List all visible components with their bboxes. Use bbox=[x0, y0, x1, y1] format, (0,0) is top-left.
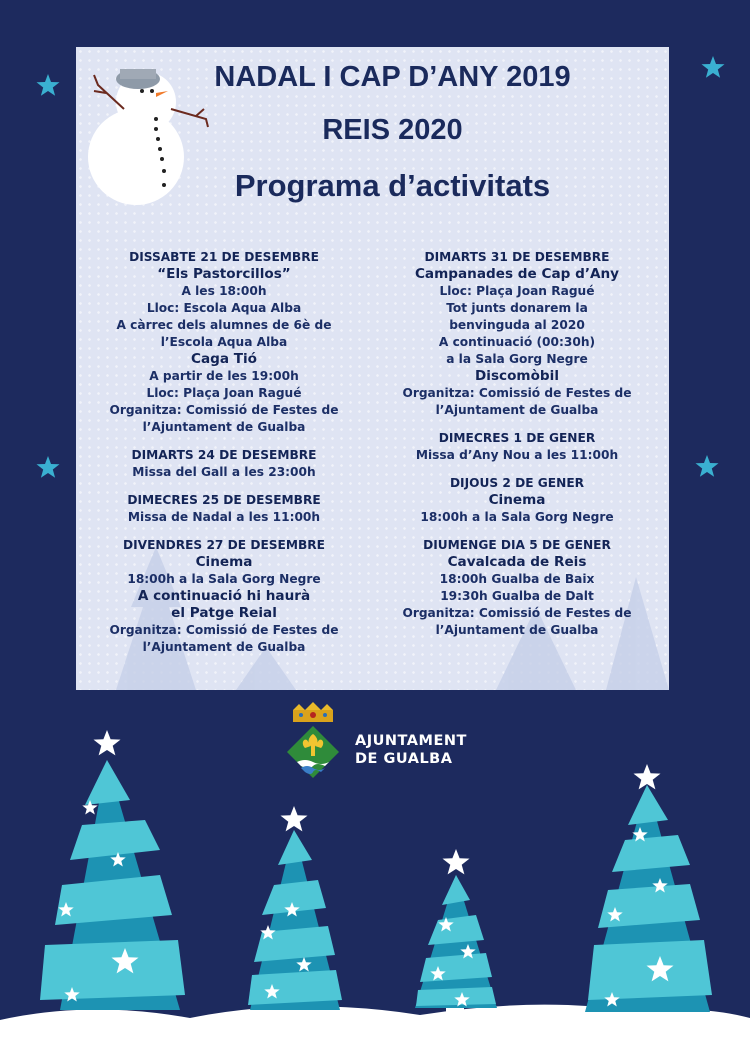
event-block bbox=[84, 447, 364, 481]
christmas-tree-icon bbox=[415, 849, 497, 1023]
event-title: Caga Tió bbox=[190, 351, 258, 367]
event-title: el Patge Reial bbox=[171, 605, 277, 621]
block-spacer bbox=[377, 419, 657, 430]
event-detail: l’Ajuntament de Gualba bbox=[142, 420, 306, 434]
event-detail: A les 18:00h bbox=[181, 284, 267, 298]
title-line-2: REIS 2020 bbox=[322, 114, 463, 146]
logo-line-2: DE GUALBA bbox=[355, 751, 453, 767]
event-detail: l’Ajuntament de Gualba bbox=[435, 623, 599, 637]
event-title: Cinema bbox=[195, 554, 253, 570]
event-block bbox=[377, 430, 657, 464]
christmas-tree-icon bbox=[585, 764, 712, 1028]
event-date: DIVENDRES 27 DE DESEMBRE bbox=[122, 538, 326, 552]
event-title: Campanades de Cap d’Any bbox=[414, 266, 620, 282]
event-detail: Organitza: Comissió de Festes de bbox=[402, 606, 632, 620]
right-column bbox=[377, 249, 657, 639]
block-spacer bbox=[84, 481, 364, 492]
block-spacer bbox=[84, 526, 364, 537]
star-icon bbox=[702, 56, 725, 78]
title-line-1: NADAL I CAP D’ANY 2019 bbox=[214, 61, 571, 93]
event-detail: Tot junts donarem la bbox=[446, 301, 588, 315]
star-icon bbox=[37, 74, 60, 96]
event-title: Cavalcada de Reis bbox=[447, 554, 587, 570]
program-panel bbox=[76, 47, 669, 690]
event-title: Discomòbil bbox=[475, 368, 559, 384]
block-spacer bbox=[377, 526, 657, 537]
event-date: DIMARTS 31 DE DESEMBRE bbox=[424, 250, 610, 264]
event-detail: l’Escola Aqua Alba bbox=[160, 335, 288, 349]
block-spacer bbox=[84, 436, 364, 447]
event-detail: Organitza: Comissió de Festes de bbox=[109, 403, 339, 417]
logo-line-1: AJUNTAMENT bbox=[355, 733, 467, 749]
event-title: A continuació hi haurà bbox=[137, 588, 311, 604]
christmas-tree-icon bbox=[40, 730, 185, 1030]
event-date: DIMECRES 25 DE DESEMBRE bbox=[127, 493, 321, 507]
star-icon bbox=[696, 455, 719, 477]
subtitle: Programa d’activitats bbox=[234, 168, 551, 203]
left-column bbox=[84, 249, 364, 656]
event-block bbox=[84, 249, 364, 436]
event-detail: Missa del Gall a les 23:00h bbox=[132, 465, 316, 479]
event-detail: A continuació (00:30h) bbox=[438, 335, 596, 349]
star-icon bbox=[37, 456, 60, 478]
event-detail: 19:30h Gualba de Dalt bbox=[440, 589, 594, 603]
event-detail: A partir de les 19:00h bbox=[149, 369, 299, 383]
event-detail: Lloc: Plaça Joan Ragué bbox=[146, 386, 302, 400]
event-date: DIMECRES 1 DE GENER bbox=[438, 431, 596, 445]
event-detail: 18:00h a la Sala Gorg Negre bbox=[127, 572, 321, 586]
event-detail: Lloc: Plaça Joan Ragué bbox=[439, 284, 595, 298]
event-detail: l’Ajuntament de Gualba bbox=[142, 640, 306, 654]
event-block bbox=[377, 475, 657, 526]
event-detail: Missa d’Any Nou a les 11:00h bbox=[415, 448, 619, 462]
event-detail: benvinguda al 2020 bbox=[449, 318, 585, 332]
event-block bbox=[377, 249, 657, 419]
block-spacer bbox=[377, 464, 657, 475]
event-date: DIMARTS 24 DE DESEMBRE bbox=[131, 448, 317, 462]
event-title: Cinema bbox=[488, 492, 546, 508]
event-detail: 18:00h Gualba de Baix bbox=[439, 572, 595, 586]
event-detail: Organitza: Comissió de Festes de bbox=[402, 386, 632, 400]
event-detail: l’Ajuntament de Gualba bbox=[435, 403, 599, 417]
event-title: “Els Pastorcillos” bbox=[157, 266, 291, 282]
event-detail: a la Sala Gorg Negre bbox=[446, 352, 588, 366]
event-detail: A càrrec dels alumnes de 6è de bbox=[116, 318, 332, 332]
event-block bbox=[377, 537, 657, 639]
event-detail: Organitza: Comissió de Festes de bbox=[109, 623, 339, 637]
event-block bbox=[84, 537, 364, 656]
event-date: DISSABTE 21 DE DESEMBRE bbox=[129, 250, 319, 264]
event-detail: 18:00h a la Sala Gorg Negre bbox=[420, 510, 614, 524]
event-date: DIJOUS 2 DE GENER bbox=[449, 476, 585, 490]
event-block bbox=[84, 492, 364, 526]
event-date: DIUMENGE DIA 5 DE GENER bbox=[423, 538, 611, 552]
event-detail: Missa de Nadal a les 11:00h bbox=[127, 510, 321, 524]
christmas-trees bbox=[0, 700, 750, 1061]
christmas-tree-icon bbox=[248, 806, 342, 1025]
event-detail: Lloc: Escola Aqua Alba bbox=[146, 301, 302, 315]
